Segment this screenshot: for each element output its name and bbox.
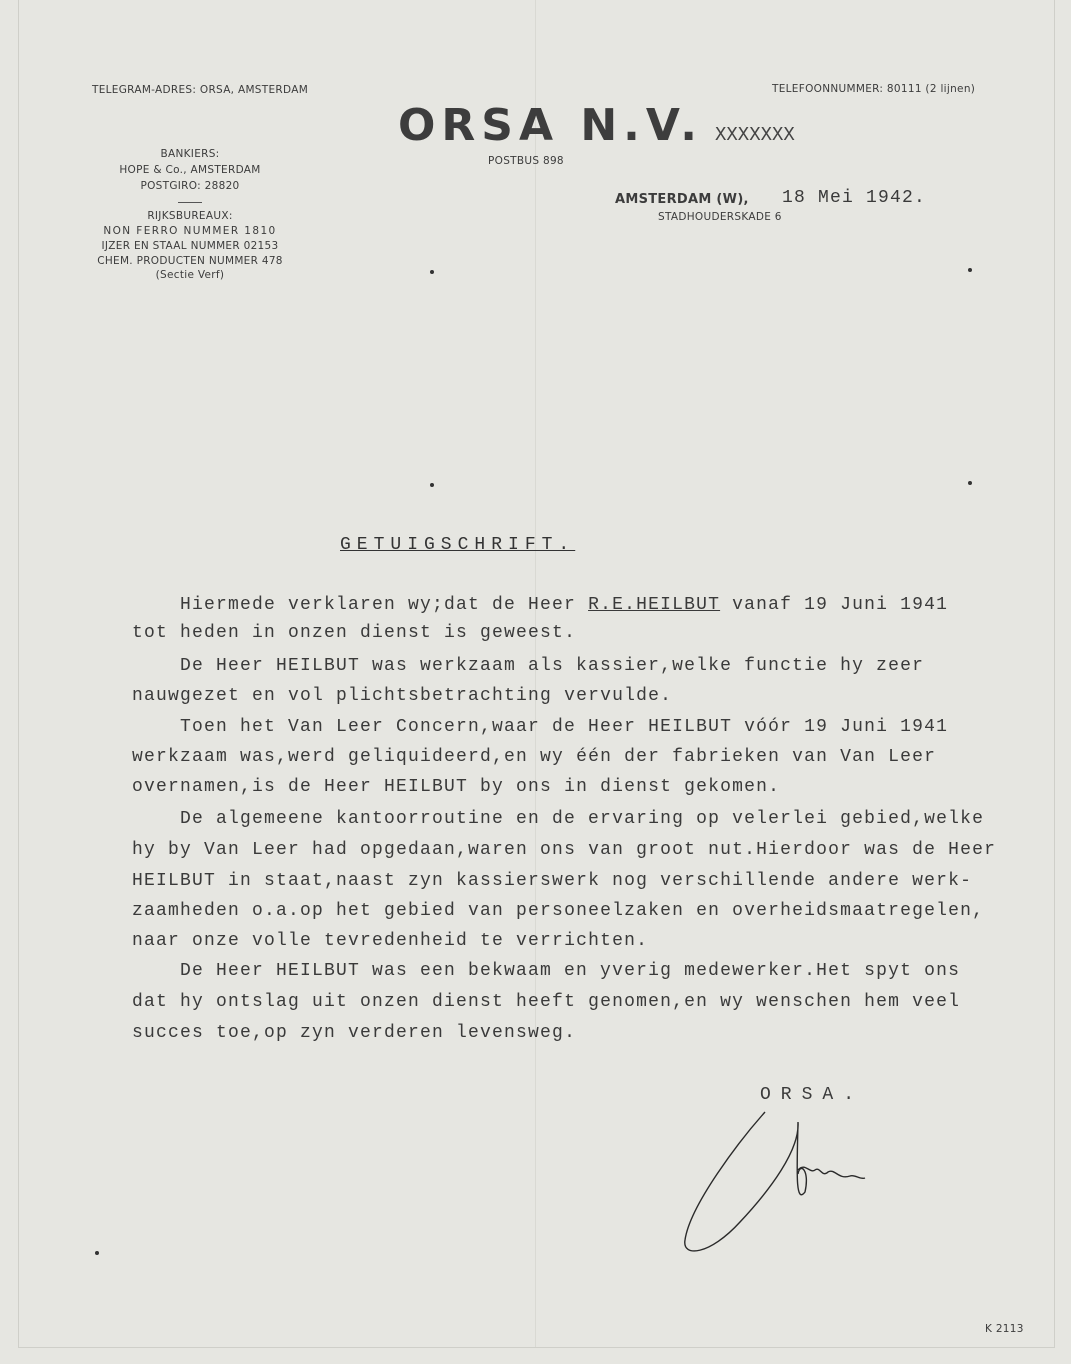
- body-line: overnamen,is de Heer HEILBUT by ons in dienst gekomen.: [132, 777, 781, 797]
- body-line: HEILBUT in staat,naast zyn kassierswerk nog verschillende andere werk-: [132, 871, 973, 891]
- logo-row: [398, 100, 795, 152]
- overtyped-text: XXXXXXX: [714, 124, 795, 146]
- punch-mark: [430, 483, 434, 487]
- rijks-line: IJZER EN STAAL NUMMER 02153: [101, 240, 279, 252]
- body-line: succes toe,op zyn verderen levensweg.: [132, 1023, 577, 1043]
- rijks-line: (Sectie Verf): [155, 269, 225, 281]
- person-name: R.E.HEILBUT: [588, 595, 721, 615]
- punch-mark: [968, 481, 972, 485]
- signature-image: [670, 1110, 880, 1260]
- body-line: naar onze volle tevredenheid te verrichten.: [132, 931, 649, 951]
- punch-mark: [968, 268, 972, 272]
- punch-mark: [95, 1251, 99, 1255]
- punch-mark: [430, 270, 434, 274]
- postbus: POSTBUS 898: [488, 155, 564, 167]
- bankers-label: BANKIERS:: [160, 148, 220, 160]
- street: STADHOUDERSKADE 6: [658, 211, 782, 223]
- text-segment: vanaf 19 Juni 1941: [720, 595, 949, 615]
- company-logo: ORSA N.V.: [398, 100, 703, 151]
- body-line: werkzaam was,werd geliquideerd,en wy één der fabrieken van Van Leer: [132, 747, 937, 767]
- phone-number: TELEFOONNUMMER: 80111 (2 lijnen): [772, 83, 976, 95]
- body-line: zaamheden o.a.op het gebied van personeelzaken en overheidsmaatregelen,: [132, 901, 985, 921]
- body-line: De algemeene kantoorroutine en de ervaring op velerlei gebied,welke: [180, 809, 985, 829]
- archive-reference: K 2113: [985, 1323, 1024, 1335]
- text-segment: Hiermede verklaren wy;dat de Heer: [180, 595, 589, 615]
- body-line: nauwgezet en vol plichtsbetrachting vervulde.: [132, 686, 673, 706]
- closing: ORSA.: [760, 1085, 865, 1105]
- body-line: dat hy ontslag uit onzen dienst heeft genomen,en wy wenschen hem veel: [132, 992, 961, 1012]
- bankers: HOPE & Co., AMSTERDAM: [119, 164, 261, 176]
- bankers-block: [80, 146, 300, 281]
- body-line: [180, 595, 948, 615]
- rijks-line: CHEM. PRODUCTEN NUMMER 478: [97, 255, 283, 267]
- rijks-line: NON FERRO NUMMER 1810: [103, 225, 277, 237]
- body-line: Toen het Van Leer Concern,waar de Heer HEILBUT vóór 19 Juni 1941: [180, 717, 949, 737]
- postgiro: POSTGIRO: 28820: [140, 180, 240, 192]
- body-line: De Heer HEILBUT was een bekwaam en yverig medewerker.Het spyt ons: [180, 961, 961, 981]
- body-line: hy by Van Leer had opgedaan,waren ons van groot nut.Hierdoor was de Heer: [132, 840, 997, 860]
- letter-date: 18 Mei 1942.: [782, 188, 927, 208]
- divider: [178, 202, 202, 203]
- rijks-label: RIJKSBUREAUX:: [147, 210, 233, 222]
- document-title: GETUIGSCHRIFT.: [340, 535, 576, 555]
- telegram-address: TELEGRAM-ADRES: ORSA, AMSTERDAM: [92, 84, 309, 96]
- body-line: tot heden in onzen dienst is geweest.: [132, 623, 577, 643]
- city: AMSTERDAM (W),: [615, 192, 749, 207]
- body-line: De Heer HEILBUT was werkzaam als kassier,welke functie hy zeer: [180, 656, 925, 676]
